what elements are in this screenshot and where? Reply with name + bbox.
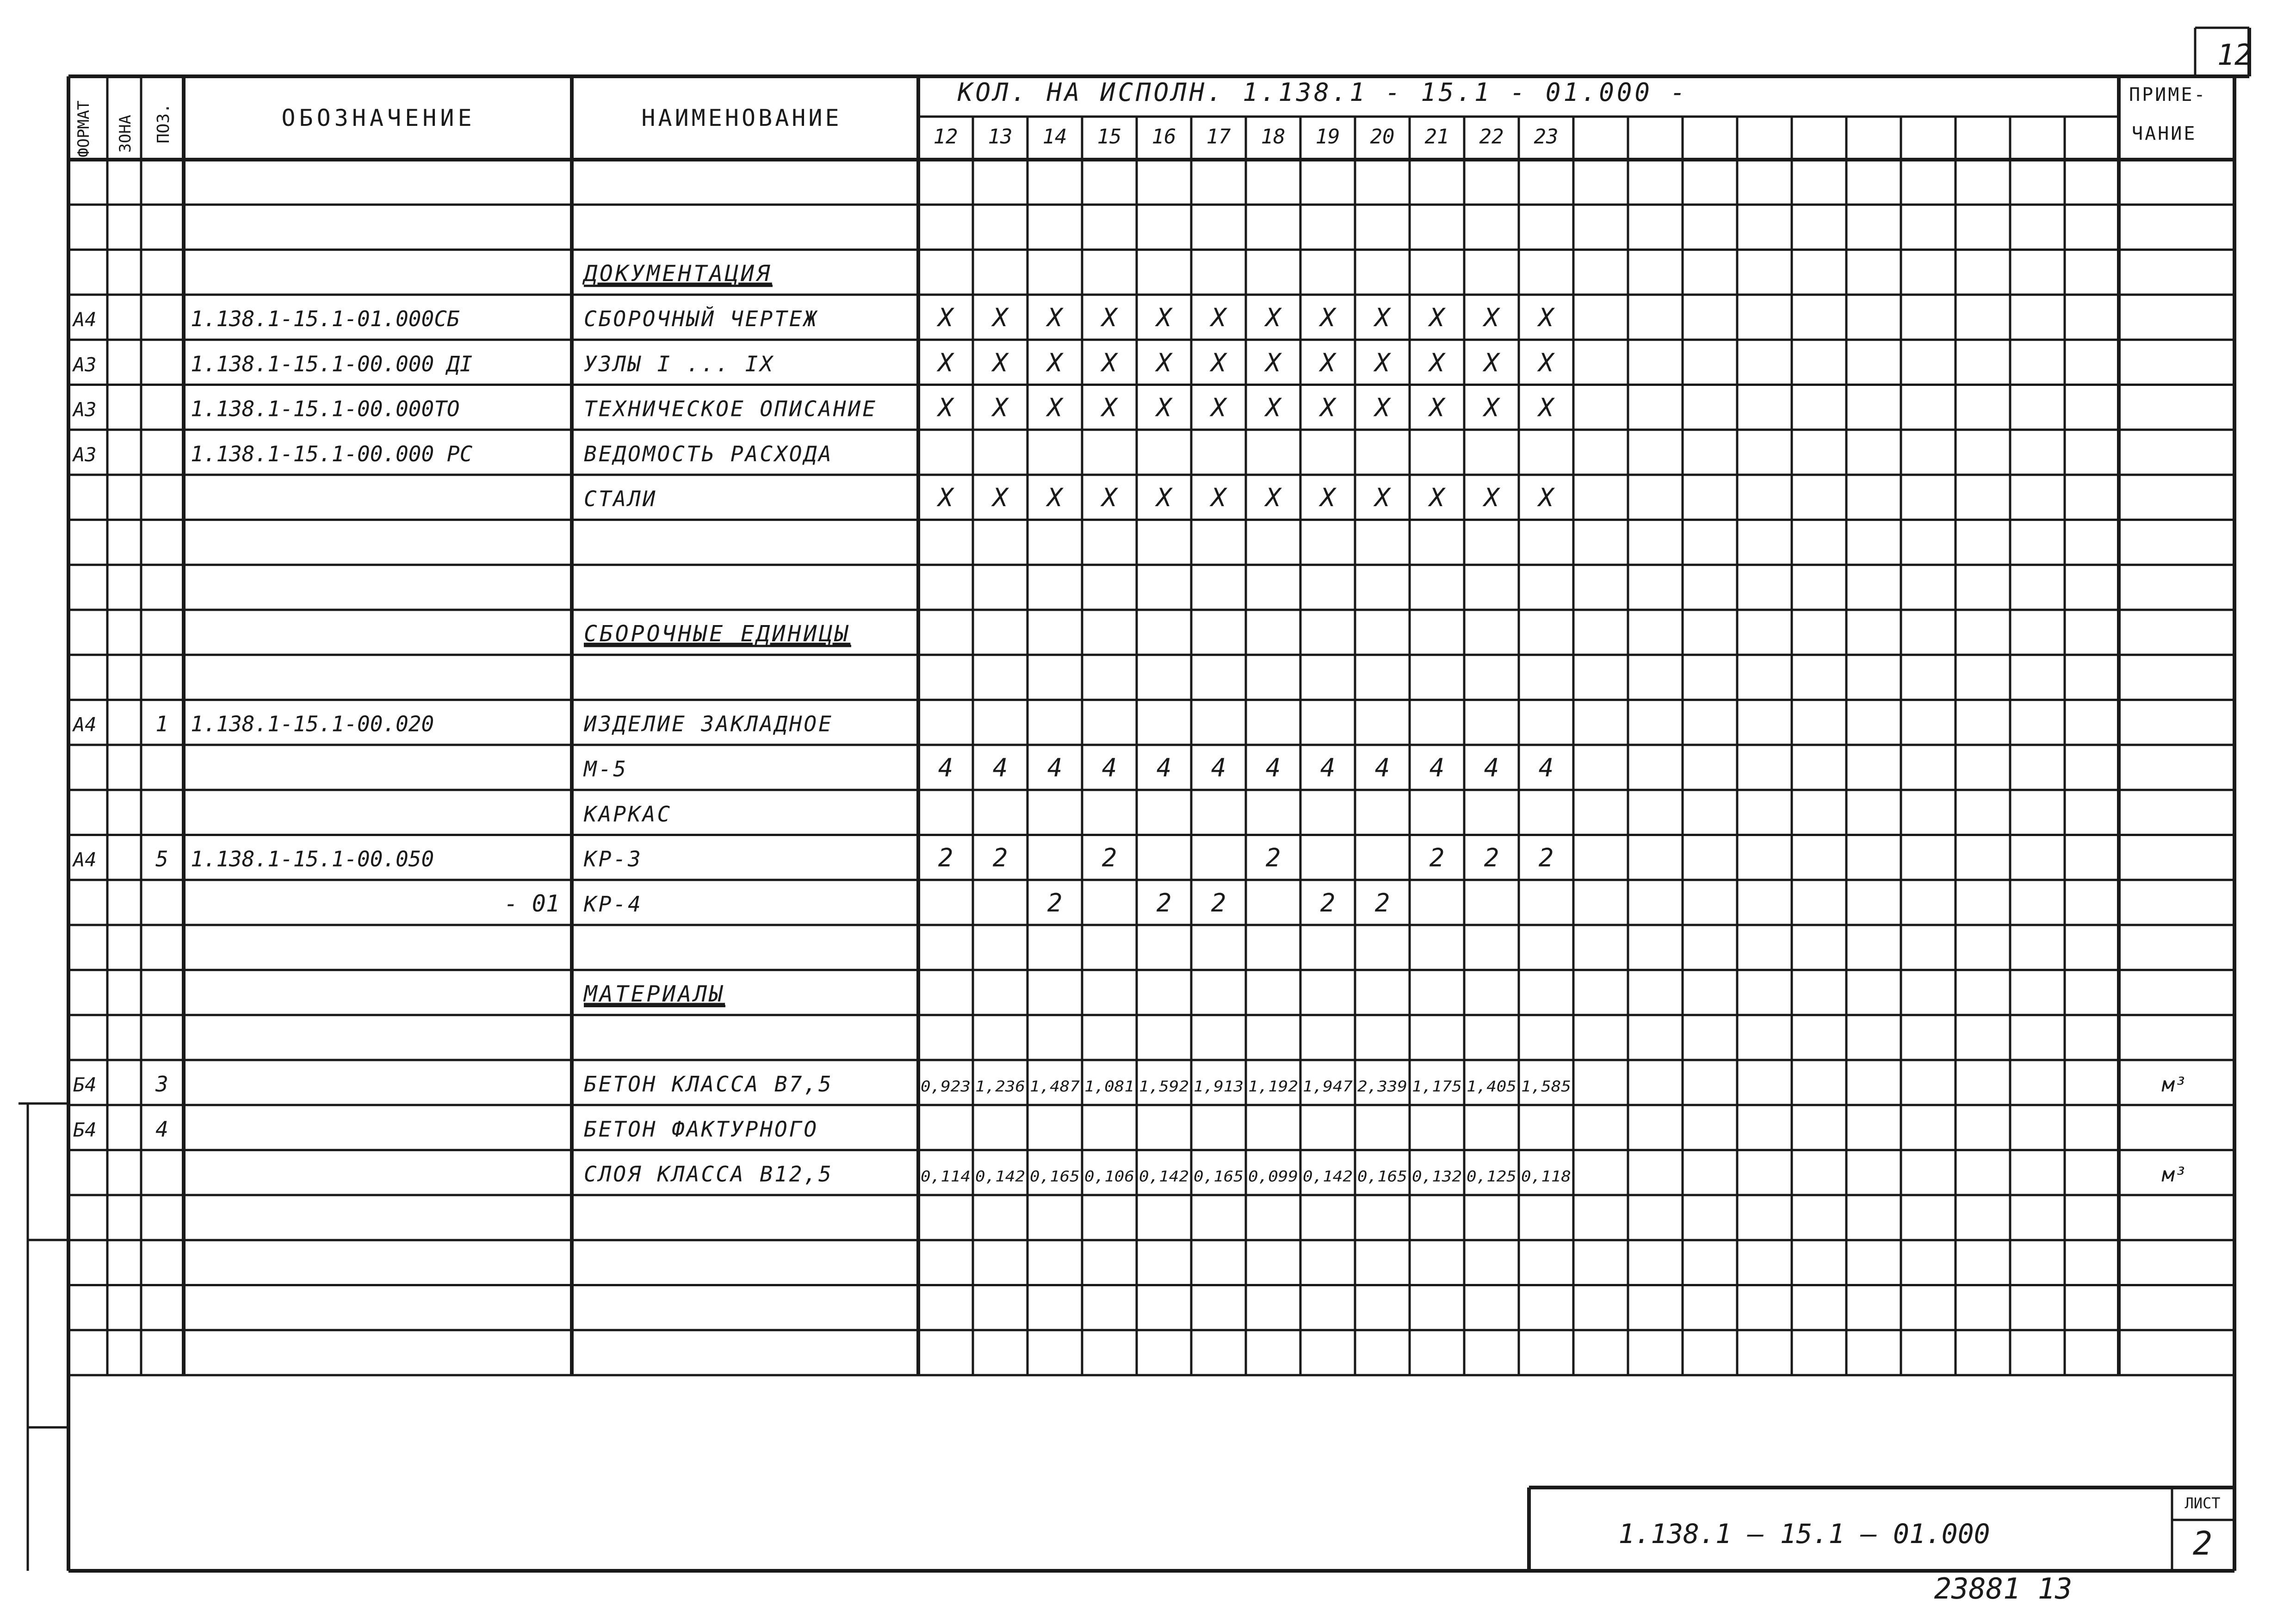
sheet-number: 2: [2192, 1525, 2213, 1562]
cell-quantity: X: [1156, 348, 1172, 378]
cell-name: УЗЛЫ I ... IX: [584, 351, 775, 377]
cell-volume: 0,165: [1194, 1167, 1244, 1185]
cell-quantity: 4: [1484, 753, 1499, 783]
cell-name: КАРКАС: [584, 801, 672, 827]
cell-quantity: 2: [938, 843, 953, 873]
cell-quantity: X: [1429, 303, 1445, 333]
cell-quantity: X: [1429, 348, 1445, 378]
cell-name: КР-4: [584, 891, 643, 917]
cell-quantity: X: [1484, 303, 1499, 333]
cell-volume: 1,192: [1248, 1078, 1298, 1096]
cell-quantity: 4: [1320, 753, 1336, 783]
cell-quantity: X: [1156, 303, 1172, 333]
cell-quantity: X: [1156, 483, 1172, 513]
cell-quantity: X: [938, 483, 953, 513]
header-name: НАИМЕНОВАНИЕ: [641, 105, 842, 131]
variant-label: 21: [1424, 125, 1449, 149]
cell-quantity: X: [1320, 393, 1336, 422]
cell-quantity: X: [1374, 348, 1390, 378]
header-note-2: ЧАНИЕ: [2132, 123, 2197, 144]
cell-quantity: X: [1102, 393, 1117, 422]
cell-name: КР-3: [584, 846, 643, 872]
cell-quantity: 2: [992, 843, 1008, 873]
cell-volume: 0,125: [1467, 1167, 1516, 1185]
variant-label: 19: [1315, 125, 1340, 149]
cell-name: ТЕХНИЧЕСКОЕ ОПИСАНИЕ: [584, 396, 877, 421]
cell-designation: 1.138.1-15.1-00.000ТО: [191, 396, 460, 421]
cell-quantity: X: [1047, 303, 1063, 333]
title-block: [1618, 38, 2252, 1605]
cell-quantity: X: [1320, 303, 1336, 333]
cell-name: БЕТОН ФАКТУРНОГО: [584, 1116, 819, 1142]
cell-quantity: 4: [1156, 753, 1172, 783]
cell-quantity: 4: [1265, 753, 1281, 783]
cell-designation: 1.138.1-15.1-00.050: [191, 846, 434, 872]
cell-quantity: X: [938, 348, 953, 378]
cell-volume: 1,585: [1521, 1078, 1571, 1096]
cell-position: 5: [155, 846, 168, 872]
variant-label: 18: [1261, 125, 1286, 149]
cell-volume: 0,165: [1030, 1167, 1080, 1185]
document-code: 1.138.1 — 15.1 — 01.000: [1618, 1518, 1990, 1550]
cell-quantity: X: [1265, 393, 1281, 422]
cell-quantity: 4: [1047, 753, 1063, 783]
cell-quantity: X: [1211, 303, 1226, 333]
cell-name: БЕТОН КЛАССА В7,5: [584, 1072, 833, 1097]
cell-quantity: X: [1538, 393, 1554, 422]
cell-volume: 0,142: [1303, 1167, 1353, 1185]
cell-quantity: X: [1429, 483, 1445, 513]
cell-format: А3: [73, 398, 97, 421]
cell-quantity: X: [1374, 393, 1390, 422]
cell-volume: 0,923: [921, 1078, 971, 1096]
cell-designation: - 01: [504, 890, 560, 917]
cell-quantity: 4: [992, 753, 1008, 783]
cell-quantity: X: [1047, 483, 1063, 513]
cell-quantity: X: [1211, 483, 1226, 513]
cell-volume: 0,165: [1357, 1167, 1407, 1185]
cell-quantity: X: [1374, 303, 1390, 333]
cell-quantity: X: [1429, 393, 1445, 422]
cell-quantity: 2: [1156, 888, 1172, 917]
sheet-label: ЛИСТ: [2185, 1494, 2221, 1512]
cell-quantity: X: [1102, 303, 1117, 333]
cell-quantity: X: [1538, 348, 1554, 378]
cell-quantity: 4: [1429, 753, 1445, 783]
archive-number: 23881 13: [1934, 1572, 2073, 1605]
cell-volume: 0,142: [975, 1167, 1025, 1185]
cell-designation: 1.138.1-15.1-00.000 ДI: [191, 351, 473, 377]
cell-quantity: 4: [1211, 753, 1226, 783]
cell-note: м³: [2162, 1073, 2187, 1097]
table-grid: [19, 28, 2249, 1571]
cell-volume: 1,081: [1084, 1078, 1134, 1096]
variant-label: 20: [1370, 125, 1395, 149]
cell-format: А4: [73, 308, 97, 331]
cell-name: СТАЛИ: [584, 486, 657, 512]
cell-format: Б4: [73, 1073, 97, 1097]
cell-quantity: 4: [1374, 753, 1390, 783]
cell-format: А3: [73, 443, 97, 466]
cell-volume: 0,114: [921, 1167, 971, 1185]
cell-name: СЛОЯ КЛАССА В12,5: [584, 1161, 833, 1187]
cell-format: А4: [73, 713, 97, 736]
variant-label: 16: [1151, 125, 1176, 149]
cell-quantity: X: [1374, 483, 1390, 513]
cell-quantity: X: [1211, 393, 1226, 422]
cell-quantity: 4: [1102, 753, 1117, 783]
cell-quantity: X: [992, 303, 1008, 333]
variant-label: 12: [933, 125, 958, 149]
cell-volume: 0,106: [1084, 1167, 1134, 1185]
cell-quantity: X: [992, 348, 1008, 378]
header-qty-title: КОЛ. НА ИСПОЛН. 1.138.1 - 15.1 - 01.000 -: [958, 78, 1688, 107]
cell-format: А4: [73, 848, 97, 871]
cell-quantity: 2: [1320, 888, 1336, 917]
cell-quantity: X: [1320, 483, 1336, 513]
header-pos: ПОЗ.: [154, 103, 173, 143]
cell-quantity: 4: [1538, 753, 1554, 783]
cell-position: 4: [155, 1116, 168, 1142]
variant-label: 13: [988, 125, 1013, 149]
variant-label: 17: [1206, 125, 1231, 149]
cell-quantity: X: [992, 483, 1008, 513]
cell-quantity: X: [1538, 483, 1554, 513]
cell-position: 1: [155, 711, 168, 737]
section-heading: МАТЕРИАЛЫ: [584, 981, 725, 1007]
cell-quantity: 2: [1047, 888, 1063, 917]
cell-volume: 0,099: [1248, 1167, 1298, 1185]
cell-quantity: X: [1265, 483, 1281, 513]
cell-format: Б4: [73, 1118, 97, 1141]
cell-quantity: X: [1047, 393, 1063, 422]
header-format: ФОРМАТ: [74, 100, 93, 157]
cell-quantity: X: [1320, 348, 1336, 378]
cell-volume: 0,142: [1139, 1167, 1189, 1185]
cell-quantity: X: [1156, 393, 1172, 422]
cell-quantity: 2: [1265, 843, 1281, 873]
cell-volume: 1,947: [1303, 1078, 1353, 1096]
cell-name: М-5: [584, 756, 628, 782]
cell-quantity: 2: [1538, 843, 1554, 873]
cell-quantity: 2: [1211, 888, 1226, 917]
cell-volume: 1,913: [1194, 1078, 1244, 1096]
cell-volume: 0,118: [1521, 1167, 1571, 1185]
cell-quantity: X: [938, 393, 953, 422]
cell-volume: 1,592: [1139, 1078, 1189, 1096]
cell-quantity: X: [1484, 393, 1499, 422]
cell-quantity: X: [1265, 303, 1281, 333]
cell-quantity: 2: [1102, 843, 1117, 873]
cell-name: ВЕДОМОСТЬ РАСХОДА: [584, 441, 833, 466]
header-designation: ОБОЗНАЧЕНИЕ: [281, 105, 476, 131]
cell-quantity: 2: [1374, 888, 1390, 917]
cell-name: ИЗДЕЛИЕ ЗАКЛАДНОЕ: [584, 711, 833, 737]
variant-label: 22: [1479, 125, 1504, 149]
variant-label: 23: [1534, 125, 1559, 149]
cell-volume: 1,236: [975, 1078, 1025, 1096]
cell-quantity: X: [1211, 348, 1226, 378]
cell-quantity: X: [1047, 348, 1063, 378]
cell-name: СБОРОЧНЫЙ ЧЕРТЕЖ: [584, 306, 819, 332]
cell-quantity: X: [1265, 348, 1281, 378]
cell-volume: 1,175: [1412, 1078, 1462, 1096]
cell-quantity: X: [938, 303, 953, 333]
table-body: [72, 261, 2186, 1187]
section-heading: ДОКУМЕНТАЦИЯ: [584, 260, 772, 287]
cell-format: А3: [73, 353, 97, 376]
section-heading: СБОРОЧНЫЕ ЕДИНИЦЫ: [584, 621, 851, 647]
header-zone: ЗОНА: [116, 115, 135, 153]
cell-position: 3: [155, 1072, 168, 1097]
cell-quantity: X: [1102, 483, 1117, 513]
cell-volume: 1,487: [1030, 1078, 1080, 1096]
cell-quantity: X: [1538, 303, 1554, 333]
header-note-1: ПРИМЕ-: [2129, 84, 2207, 105]
cell-quantity: X: [1484, 348, 1499, 378]
variant-label: 14: [1042, 125, 1067, 149]
cell-note: м³: [2162, 1163, 2187, 1187]
cell-quantity: X: [1484, 483, 1499, 513]
cell-volume: 1,405: [1467, 1078, 1516, 1096]
variant-label: 15: [1097, 125, 1122, 149]
cell-quantity: 2: [1429, 843, 1445, 873]
page-number: 12: [2217, 38, 2252, 72]
cell-quantity: 4: [938, 753, 953, 783]
cell-quantity: X: [1102, 348, 1117, 378]
cell-volume: 2,339: [1357, 1078, 1407, 1096]
cell-volume: 0,132: [1412, 1167, 1462, 1185]
cell-designation: 1.138.1-15.1-01.000СБ: [191, 306, 460, 332]
cell-designation: 1.138.1-15.1-00.000 РС: [191, 441, 473, 466]
cell-designation: 1.138.1-15.1-00.020: [191, 711, 434, 737]
cell-quantity: 2: [1484, 843, 1499, 873]
cell-quantity: X: [992, 393, 1008, 422]
